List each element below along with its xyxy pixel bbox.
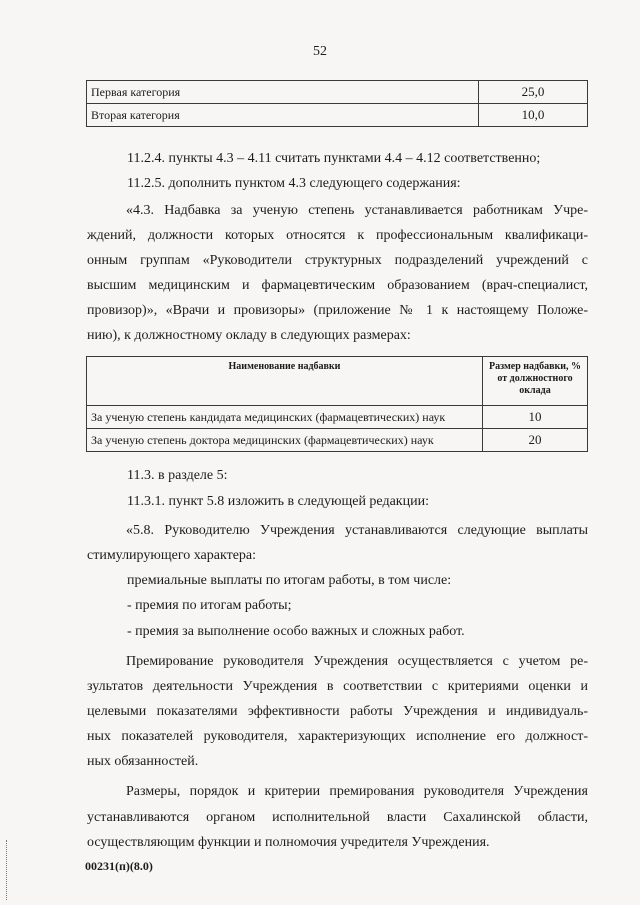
paragraph-line: онным группам «Руководители структурных подразделений учреждений с	[87, 253, 588, 268]
category-table	[86, 80, 588, 127]
table-cell-value: 10	[483, 406, 588, 429]
paragraph-line: осуществляющим функции и полномочия учредителя Учреждения.	[87, 835, 490, 850]
scan-margin-mark	[6, 840, 8, 900]
table-cell-value: 25,0	[479, 81, 588, 104]
paragraph-line: 11.3. в разделе 5:	[127, 468, 228, 483]
paragraph-line: стимулирующего характера:	[87, 548, 257, 563]
table-cell-name: Вторая категория	[87, 104, 479, 127]
table-cell-name: За ученую степень доктора медицинских (фармацевтических) наук	[87, 429, 483, 452]
paragraph-line: «5.8. Руководителю Учреждения устанавливаются следующие выплаты	[126, 523, 588, 538]
paragraph-line: Размеры, порядок и критерии премирования руководителя Учреждения	[126, 784, 588, 799]
table-row	[87, 406, 588, 429]
paragraph-line: зультатов деятельности Учреждения в соответствии с критериями оценки и	[87, 679, 588, 694]
table-row	[87, 104, 588, 127]
paragraph-line: целевыми показателями эффективности работы Учреждения и индивидуаль-	[87, 704, 588, 719]
table-cell-value: 10,0	[479, 104, 588, 127]
column-header-name: Наименование надбавки	[87, 357, 483, 406]
document-code: 00231(п)(8.0)	[85, 859, 153, 873]
paragraph-line: - премия по итогам работы;	[127, 598, 292, 613]
paragraph-line: провизор)», «Врачи и провизоры» (приложение № 1 к настоящему Положе-	[87, 303, 588, 318]
paragraph-line: премиальные выплаты по итогам работы, в том числе:	[127, 573, 452, 588]
table-row	[87, 429, 588, 452]
table-row	[87, 81, 588, 104]
page-number: 52	[313, 44, 327, 59]
table-header-row	[87, 357, 588, 406]
paragraph-line: ных показателей руководителя, характеризующих исполнение его должност-	[87, 729, 588, 744]
paragraph-line: высшим медицинским и фармацевтическим образованием (врач-специалист,	[87, 278, 588, 293]
paragraph-line: нию), к должностному окладу в следующих размерах:	[87, 328, 411, 343]
paragraph-line: «4.3. Надбавка за ученую степень устанавливается работникам Учре-	[126, 203, 588, 218]
table-cell-value: 20	[483, 429, 588, 452]
paragraph-line: ждений, должности которых относятся к профессиональным квалификаци-	[87, 228, 588, 243]
paragraph-line: Премирование руководителя Учреждения осуществляется с учетом ре-	[126, 654, 588, 669]
paragraph-line: 11.2.5. дополнить пунктом 4.3 следующего содержания:	[127, 176, 461, 191]
table-cell-name: Первая категория	[87, 81, 479, 104]
table-cell-name: За ученую степень кандидата медицинских (фармацевтических) наук	[87, 406, 483, 429]
column-header-size: Размер надбавки, % от должностного оклада	[483, 357, 588, 406]
bonus-table	[86, 356, 588, 452]
paragraph-line: - премия за выполнение особо важных и сложных работ.	[127, 624, 465, 639]
paragraph-line: 11.2.4. пункты 4.3 – 4.11 считать пунктами 4.4 – 4.12 соответственно;	[127, 151, 541, 166]
paragraph-line: ных обязанностей.	[87, 754, 199, 769]
paragraph-line: устанавливаются органом исполнительной власти Сахалинской области,	[87, 810, 588, 825]
paragraph-line: 11.3.1. пункт 5.8 изложить в следующей редакции:	[127, 494, 429, 509]
